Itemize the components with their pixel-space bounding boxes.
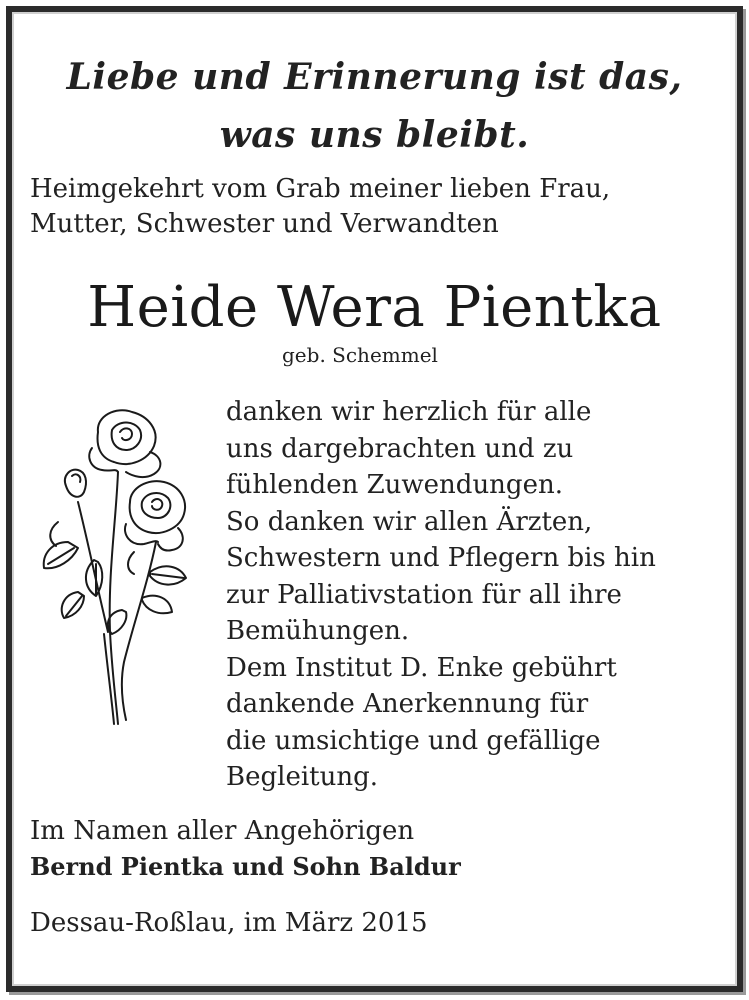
- thanks-line: dankende Anerkennung für: [226, 689, 589, 719]
- signers: Bernd Pientka und Sohn Baldur: [30, 852, 461, 881]
- thanks-line: die umsichtige und gefällige: [226, 725, 601, 756]
- thanks-line: Begleitung.: [226, 762, 379, 792]
- signoff-line: Im Namen aller Angehörigen: [30, 816, 415, 846]
- thanks-line: Dem Institut D. Enke gebührt: [226, 652, 617, 683]
- thanks-line: So danken wir allen Ärzten,: [226, 506, 593, 537]
- thanks-line: uns dargebrachten und zu: [226, 433, 574, 464]
- place-date: Dessau-Roßlau, im März 2015: [30, 908, 428, 938]
- intro-text: [30, 172, 610, 242]
- roses-icon: [38, 402, 198, 732]
- thanks-line: zur Palliativstation für all ihre: [226, 579, 622, 610]
- thanks-line: fühlenden Zuwendungen.: [226, 470, 563, 500]
- signoff: [30, 814, 461, 884]
- intro-line-2: Mutter, Schwester und Verwandten: [30, 209, 499, 239]
- thanks-text: [226, 394, 656, 796]
- thanks-line: Bemühungen.: [226, 616, 410, 646]
- deceased-name: Heide Wera Pientka: [87, 275, 662, 340]
- motto-line-2: was uns bleibt.: [219, 114, 530, 156]
- motto: [0, 48, 749, 164]
- thanks-line: danken wir herzlich für alle: [226, 397, 592, 427]
- intro-line-1: Heimgekehrt vom Grab meiner lieben Frau,: [30, 174, 611, 204]
- motto-line-1: Liebe und Erinnerung ist das,: [66, 56, 683, 98]
- thanks-line: Schwestern und Pflegern bis hin: [226, 543, 656, 573]
- maiden-name: geb. Schemmel: [282, 343, 438, 367]
